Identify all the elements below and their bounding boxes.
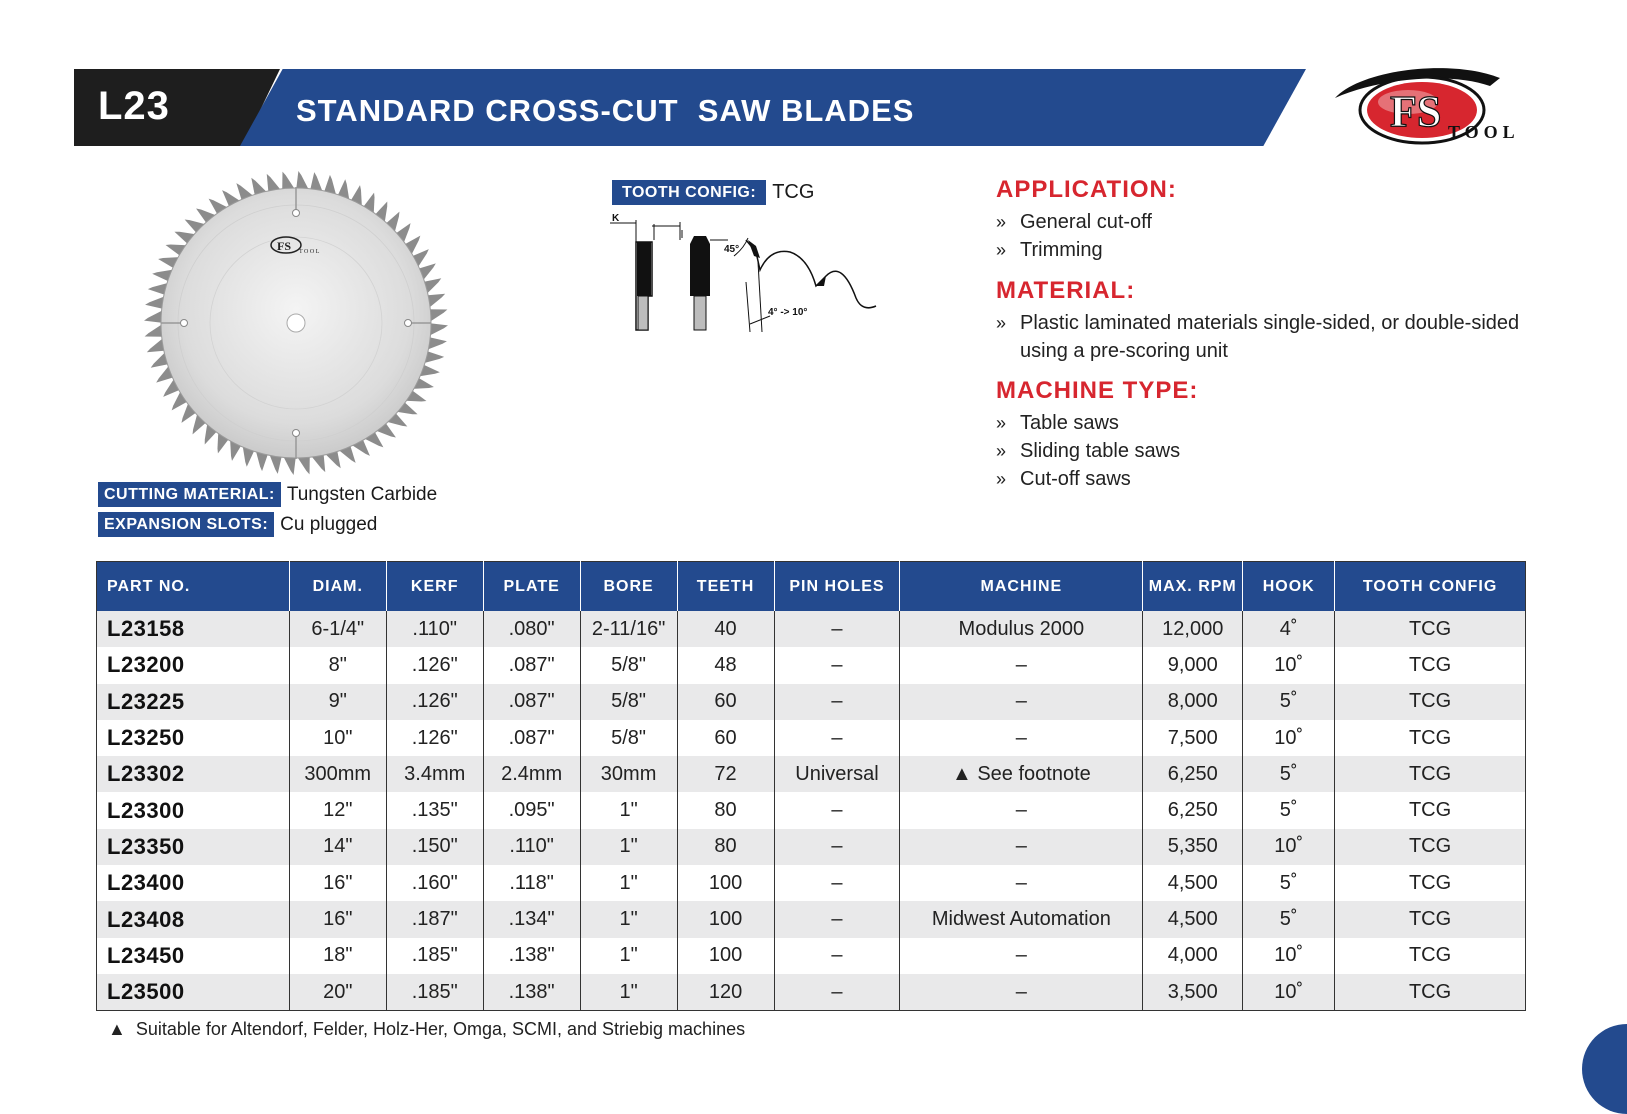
page-title: STANDARD CROSS-CUT SAW BLADES [296, 93, 915, 128]
table-row [97, 720, 1526, 756]
table-cell: 10˚ [1243, 647, 1335, 683]
table-row [97, 756, 1526, 792]
table-cell: 20" [289, 974, 386, 1011]
table-cell: .160" [386, 865, 483, 901]
table-cell: 4,500 [1143, 901, 1243, 937]
part-number-cell: L23350 [97, 829, 290, 865]
table-cell: 14" [289, 829, 386, 865]
part-number-cell: L23158 [97, 611, 290, 647]
col-header: PART NO. [97, 562, 290, 612]
table-cell: 5˚ [1243, 684, 1335, 720]
machine-type-item: » Table saws [996, 412, 1119, 434]
expansion-slots-row [98, 512, 377, 537]
product-code: L23 [98, 84, 170, 128]
table-cell: 5/8" [580, 684, 677, 720]
table-cell: – [900, 792, 1143, 828]
table-cell: – [900, 684, 1143, 720]
diagram-k-label: K [612, 213, 620, 224]
table-cell: 1" [580, 901, 677, 937]
table-cell: 1" [580, 792, 677, 828]
table-cell: TCG [1335, 865, 1526, 901]
machine-type-title: MACHINE TYPE: [996, 377, 1199, 404]
table-cell: .110" [386, 611, 483, 647]
col-header: HOOK [1243, 562, 1335, 612]
part-number-cell: L23300 [97, 792, 290, 828]
table-cell: – [774, 792, 900, 828]
fs-tool-logo [1330, 60, 1535, 152]
table-cell: 4,500 [1143, 865, 1243, 901]
table-cell: 3,500 [1143, 974, 1243, 1011]
table-cell: TCG [1335, 756, 1526, 792]
table-cell: .150" [386, 829, 483, 865]
logo-letters: FS [1390, 87, 1442, 136]
material-title: MATERIAL: [996, 277, 1136, 304]
table-cell: .080" [483, 611, 580, 647]
table-cell: .126" [386, 684, 483, 720]
table-cell: 4,000 [1143, 938, 1243, 974]
application-section [996, 176, 1536, 264]
table-cell: 4˚ [1243, 611, 1335, 647]
table-cell: 48 [677, 647, 774, 683]
table-cell: 9" [289, 684, 386, 720]
col-header: BORE [580, 562, 677, 612]
table-cell: .095" [483, 792, 580, 828]
parts-table [96, 561, 1526, 1011]
table-cell: 5˚ [1243, 865, 1335, 901]
table-cell: TCG [1335, 611, 1526, 647]
table-cell: 10˚ [1243, 938, 1335, 974]
table-cell: 5˚ [1243, 756, 1335, 792]
table-cell: – [900, 720, 1143, 756]
table-cell: 100 [677, 938, 774, 974]
col-header: TEETH [677, 562, 774, 612]
col-header: MAX. RPM [1143, 562, 1243, 612]
table-cell: – [900, 865, 1143, 901]
table-cell: 10˚ [1243, 829, 1335, 865]
table-cell: 6,250 [1143, 792, 1243, 828]
part-number-cell: L23225 [97, 684, 290, 720]
table-row [97, 865, 1526, 901]
application-title: APPLICATION: [996, 176, 1177, 203]
expansion-slots-value: Cu plugged [280, 513, 378, 535]
table-cell: TCG [1335, 720, 1526, 756]
table-cell: – [900, 974, 1143, 1011]
table-cell: .138" [483, 938, 580, 974]
part-number-cell: L23450 [97, 938, 290, 974]
tooth-config-value: TCG [772, 181, 815, 203]
table-cell: Midwest Automation [900, 901, 1143, 937]
table-cell: .110" [483, 829, 580, 865]
machine-type-section [996, 377, 1536, 493]
col-header: PIN HOLES [774, 562, 900, 612]
table-cell: 30mm [580, 756, 677, 792]
table-cell: TCG [1335, 684, 1526, 720]
tooth-config-row [612, 180, 814, 205]
col-header: PLATE [483, 562, 580, 612]
table-cell: 5/8" [580, 647, 677, 683]
col-header: TOOTH CONFIG [1335, 562, 1526, 612]
table-cell: 5˚ [1243, 901, 1335, 937]
table-row [97, 901, 1526, 937]
table-cell: 1" [580, 974, 677, 1011]
table-cell: Modulus 2000 [900, 611, 1143, 647]
table-row [97, 647, 1526, 683]
table-cell: 40 [677, 611, 774, 647]
blade-logo-word: TOOL [299, 249, 321, 255]
diagram-angle-hook: 4° -> 10° [768, 307, 808, 318]
tooth-config-label: TOOTH CONFIG: [612, 180, 766, 205]
table-cell: 300mm [289, 756, 386, 792]
table-cell: – [774, 829, 900, 865]
table-cell: 2.4mm [483, 756, 580, 792]
table-cell: .126" [386, 720, 483, 756]
diagram-angle-45: 45° [724, 244, 740, 255]
table-cell: TCG [1335, 938, 1526, 974]
table-row [97, 684, 1526, 720]
table-cell: TCG [1335, 647, 1526, 683]
table-cell: Universal [774, 756, 900, 792]
machine-type-item: » Cut-off saws [996, 468, 1131, 490]
table-cell: 18" [289, 938, 386, 974]
table-cell: 100 [677, 901, 774, 937]
cutting-material-label: CUTTING MATERIAL: [98, 482, 281, 507]
table-cell: 10˚ [1243, 720, 1335, 756]
table-cell: – [900, 829, 1143, 865]
table-cell: TCG [1335, 792, 1526, 828]
table-cell: 2-11/16" [580, 611, 677, 647]
table-cell: 1" [580, 865, 677, 901]
table-cell: – [774, 611, 900, 647]
part-number-cell: L23408 [97, 901, 290, 937]
table-cell: – [900, 647, 1143, 683]
cutting-material-row [98, 482, 437, 507]
table-cell: .138" [483, 974, 580, 1011]
table-cell: 6-1/4" [289, 611, 386, 647]
table-cell: ▲ See footnote [900, 756, 1143, 792]
table-cell: 10˚ [1243, 974, 1335, 1011]
col-header: MACHINE [900, 562, 1143, 612]
table-cell: – [774, 901, 900, 937]
table-cell: 80 [677, 829, 774, 865]
logo-word: TOOL [1448, 122, 1520, 142]
table-cell: .087" [483, 684, 580, 720]
table-cell: 16" [289, 901, 386, 937]
table-cell: TCG [1335, 829, 1526, 865]
table-cell: 12" [289, 792, 386, 828]
table-cell: 80 [677, 792, 774, 828]
table-header-row [97, 562, 1526, 612]
table-body [97, 611, 1526, 1011]
table-cell: – [774, 647, 900, 683]
col-header: KERF [386, 562, 483, 612]
table-cell: – [774, 938, 900, 974]
table-cell: .087" [483, 647, 580, 683]
table-cell: 12,000 [1143, 611, 1243, 647]
table-row [97, 611, 1526, 647]
table-cell: 5/8" [580, 720, 677, 756]
blade-logo-letters: FS [277, 239, 292, 253]
table-cell: TCG [1335, 974, 1526, 1011]
part-number-cell: L23200 [97, 647, 290, 683]
table-cell: 6,250 [1143, 756, 1243, 792]
table-cell: 8,000 [1143, 684, 1243, 720]
tooth-profile-diagram [610, 212, 910, 337]
table-cell: 60 [677, 720, 774, 756]
part-number-cell: L23302 [97, 756, 290, 792]
table-cell: 8" [289, 647, 386, 683]
table-cell: – [774, 865, 900, 901]
table-cell: .087" [483, 720, 580, 756]
table-cell: 1" [580, 938, 677, 974]
table-cell: 72 [677, 756, 774, 792]
table-cell: .185" [386, 938, 483, 974]
table-cell: 1" [580, 829, 677, 865]
table-cell: .134" [483, 901, 580, 937]
table-cell: – [774, 684, 900, 720]
table-cell: 3.4mm [386, 756, 483, 792]
table-cell: 100 [677, 865, 774, 901]
table-cell: 120 [677, 974, 774, 1011]
part-number-cell: L23250 [97, 720, 290, 756]
material-section [996, 277, 1536, 365]
table-row [97, 792, 1526, 828]
part-number-cell: L23400 [97, 865, 290, 901]
table-cell: 5˚ [1243, 792, 1335, 828]
table-cell: 10" [289, 720, 386, 756]
table-cell: .118" [483, 865, 580, 901]
expansion-slots-label: EXPANSION SLOTS: [98, 512, 274, 537]
table-cell: 5,350 [1143, 829, 1243, 865]
saw-blade-image [136, 163, 456, 483]
application-item: » General cut-off [996, 211, 1152, 233]
table-cell: 9,000 [1143, 647, 1243, 683]
table-cell: TCG [1335, 901, 1526, 937]
cutting-material-value: Tungsten Carbide [286, 483, 438, 505]
table-cell: – [900, 938, 1143, 974]
table-row [97, 938, 1526, 974]
footnote: ▲ Suitable for Altendorf, Felder, Holz-Her, Omga, SCMI, and Striebig machines [108, 1019, 746, 1039]
part-number-cell: L23500 [97, 974, 290, 1011]
application-item: » Trimming [996, 239, 1103, 261]
material-item: » Plastic laminated materials single-sided, or double-sided using a pre-scoring unit [996, 312, 1520, 362]
table-cell: 7,500 [1143, 720, 1243, 756]
machine-type-item: » Sliding table saws [996, 440, 1181, 462]
table-row [97, 829, 1526, 865]
table-cell: .185" [386, 974, 483, 1011]
table-cell: – [774, 720, 900, 756]
col-header: DIAM. [289, 562, 386, 612]
table-cell: .126" [386, 647, 483, 683]
table-cell: .187" [386, 901, 483, 937]
table-cell: 16" [289, 865, 386, 901]
page-corner-decoration [1582, 1024, 1627, 1114]
table-cell: .135" [386, 792, 483, 828]
table-row [97, 974, 1526, 1011]
table-cell: – [774, 974, 900, 1011]
table-cell: 60 [677, 684, 774, 720]
